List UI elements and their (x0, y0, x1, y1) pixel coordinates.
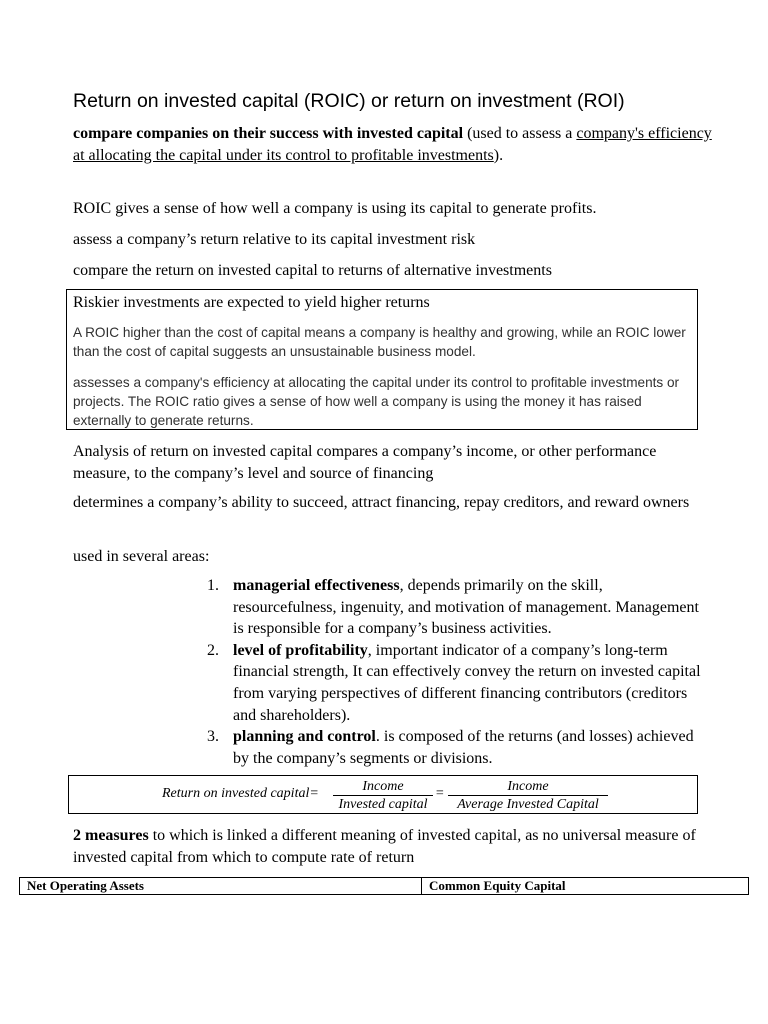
table-header-common-equity-capital: Common Equity Capital (429, 878, 566, 893)
table-column-divider (421, 878, 422, 894)
list-number: 3. (207, 728, 219, 746)
risk-box (66, 289, 698, 430)
roic-formula (68, 775, 698, 814)
risk-box-paragraph-2: assesses a company's efficiency at allocating the capital under its control to profitable investments or projects. The ROIC ratio gives a sense of how well a company is using the money it has raised externally to generate returns. (73, 375, 680, 428)
risk-box-paragraph-1: A ROIC higher than the cost of capital means a company is healthy and growing, while an ROIC lower than the cost of capital suggests an unsustainable business model. (73, 325, 686, 359)
list-text: , important indicator of a company’s long-term financial strength, It can effectively convey the return on invested capital from varying perspectives of different financing contributors (creditors and shareholders). (233, 641, 701, 724)
determines-paragraph: determines a company’s ability to succeed, attract financing, repay creditors, and reward owners (73, 494, 690, 511)
areas-list (207, 575, 707, 769)
list-term: planning and control (233, 728, 376, 746)
list-text: , depends primarily on the skill, resourcefulness, ingenuity, and motivation of management. Management is responsible for a company’s business activities. (233, 577, 699, 638)
formula-fraction-2 (448, 778, 608, 813)
table-header-net-operating-assets: Net Operating Assets (27, 878, 144, 893)
measures-paragraph (73, 825, 733, 869)
formula-numerator-1: Income (333, 778, 433, 796)
formula-equals: = (435, 786, 445, 801)
intro-paragraph (73, 123, 713, 167)
statement-risk: assess a company’s return relative to its capital investment risk (73, 231, 476, 248)
formula-denominator-2: Average Invested Capital (457, 797, 599, 812)
statement-roic-profits: ROIC gives a sense of how well a company is using its capital to generate profits. (73, 200, 597, 217)
page-title: Return on invested capital (ROIC) or return on investment (ROI) (73, 90, 625, 112)
list-text: . is composed of the returns (and losses) achieved by the company’s segments or divisions. (233, 728, 694, 767)
statement-alternatives: compare the return on invested capital to returns of alternative investments (73, 262, 552, 279)
list-item (207, 640, 707, 726)
list-term: level of profitability (233, 641, 368, 659)
formula-lhs: Return on invested capital= (162, 786, 319, 801)
formula-fraction-1 (333, 778, 433, 813)
intro-paren-close: ). (493, 147, 504, 164)
measures-text: to which is linked a different meaning of invested capital, as no universal measure of invested capital from which to compute rate of return (73, 827, 696, 866)
measures-bold: 2 measures (73, 827, 149, 844)
list-number: 2. (207, 641, 219, 659)
intro-paren-open: (used to assess a (463, 125, 577, 142)
formula-numerator-2: Income (448, 778, 608, 796)
list-item (207, 726, 707, 769)
list-term: managerial effectiveness (233, 577, 400, 594)
formula-denominator-1: Invested capital (338, 797, 428, 812)
list-number: 1. (207, 577, 219, 594)
used-in-label: used in several areas: (73, 548, 210, 565)
invested-capital-table (19, 877, 749, 895)
analysis-paragraph: Analysis of return on invested capital compares a company’s income, or other performance measure, to the company’s level and source of financing (73, 443, 657, 482)
list-item (207, 575, 707, 640)
intro-underlined: company's efficiency at allocating the capital under its control to profitable investments (73, 125, 712, 164)
intro-bold: compare companies on their success with invested capital (73, 125, 464, 142)
risk-box-heading: Riskier investments are expected to yield higher returns (73, 294, 430, 311)
